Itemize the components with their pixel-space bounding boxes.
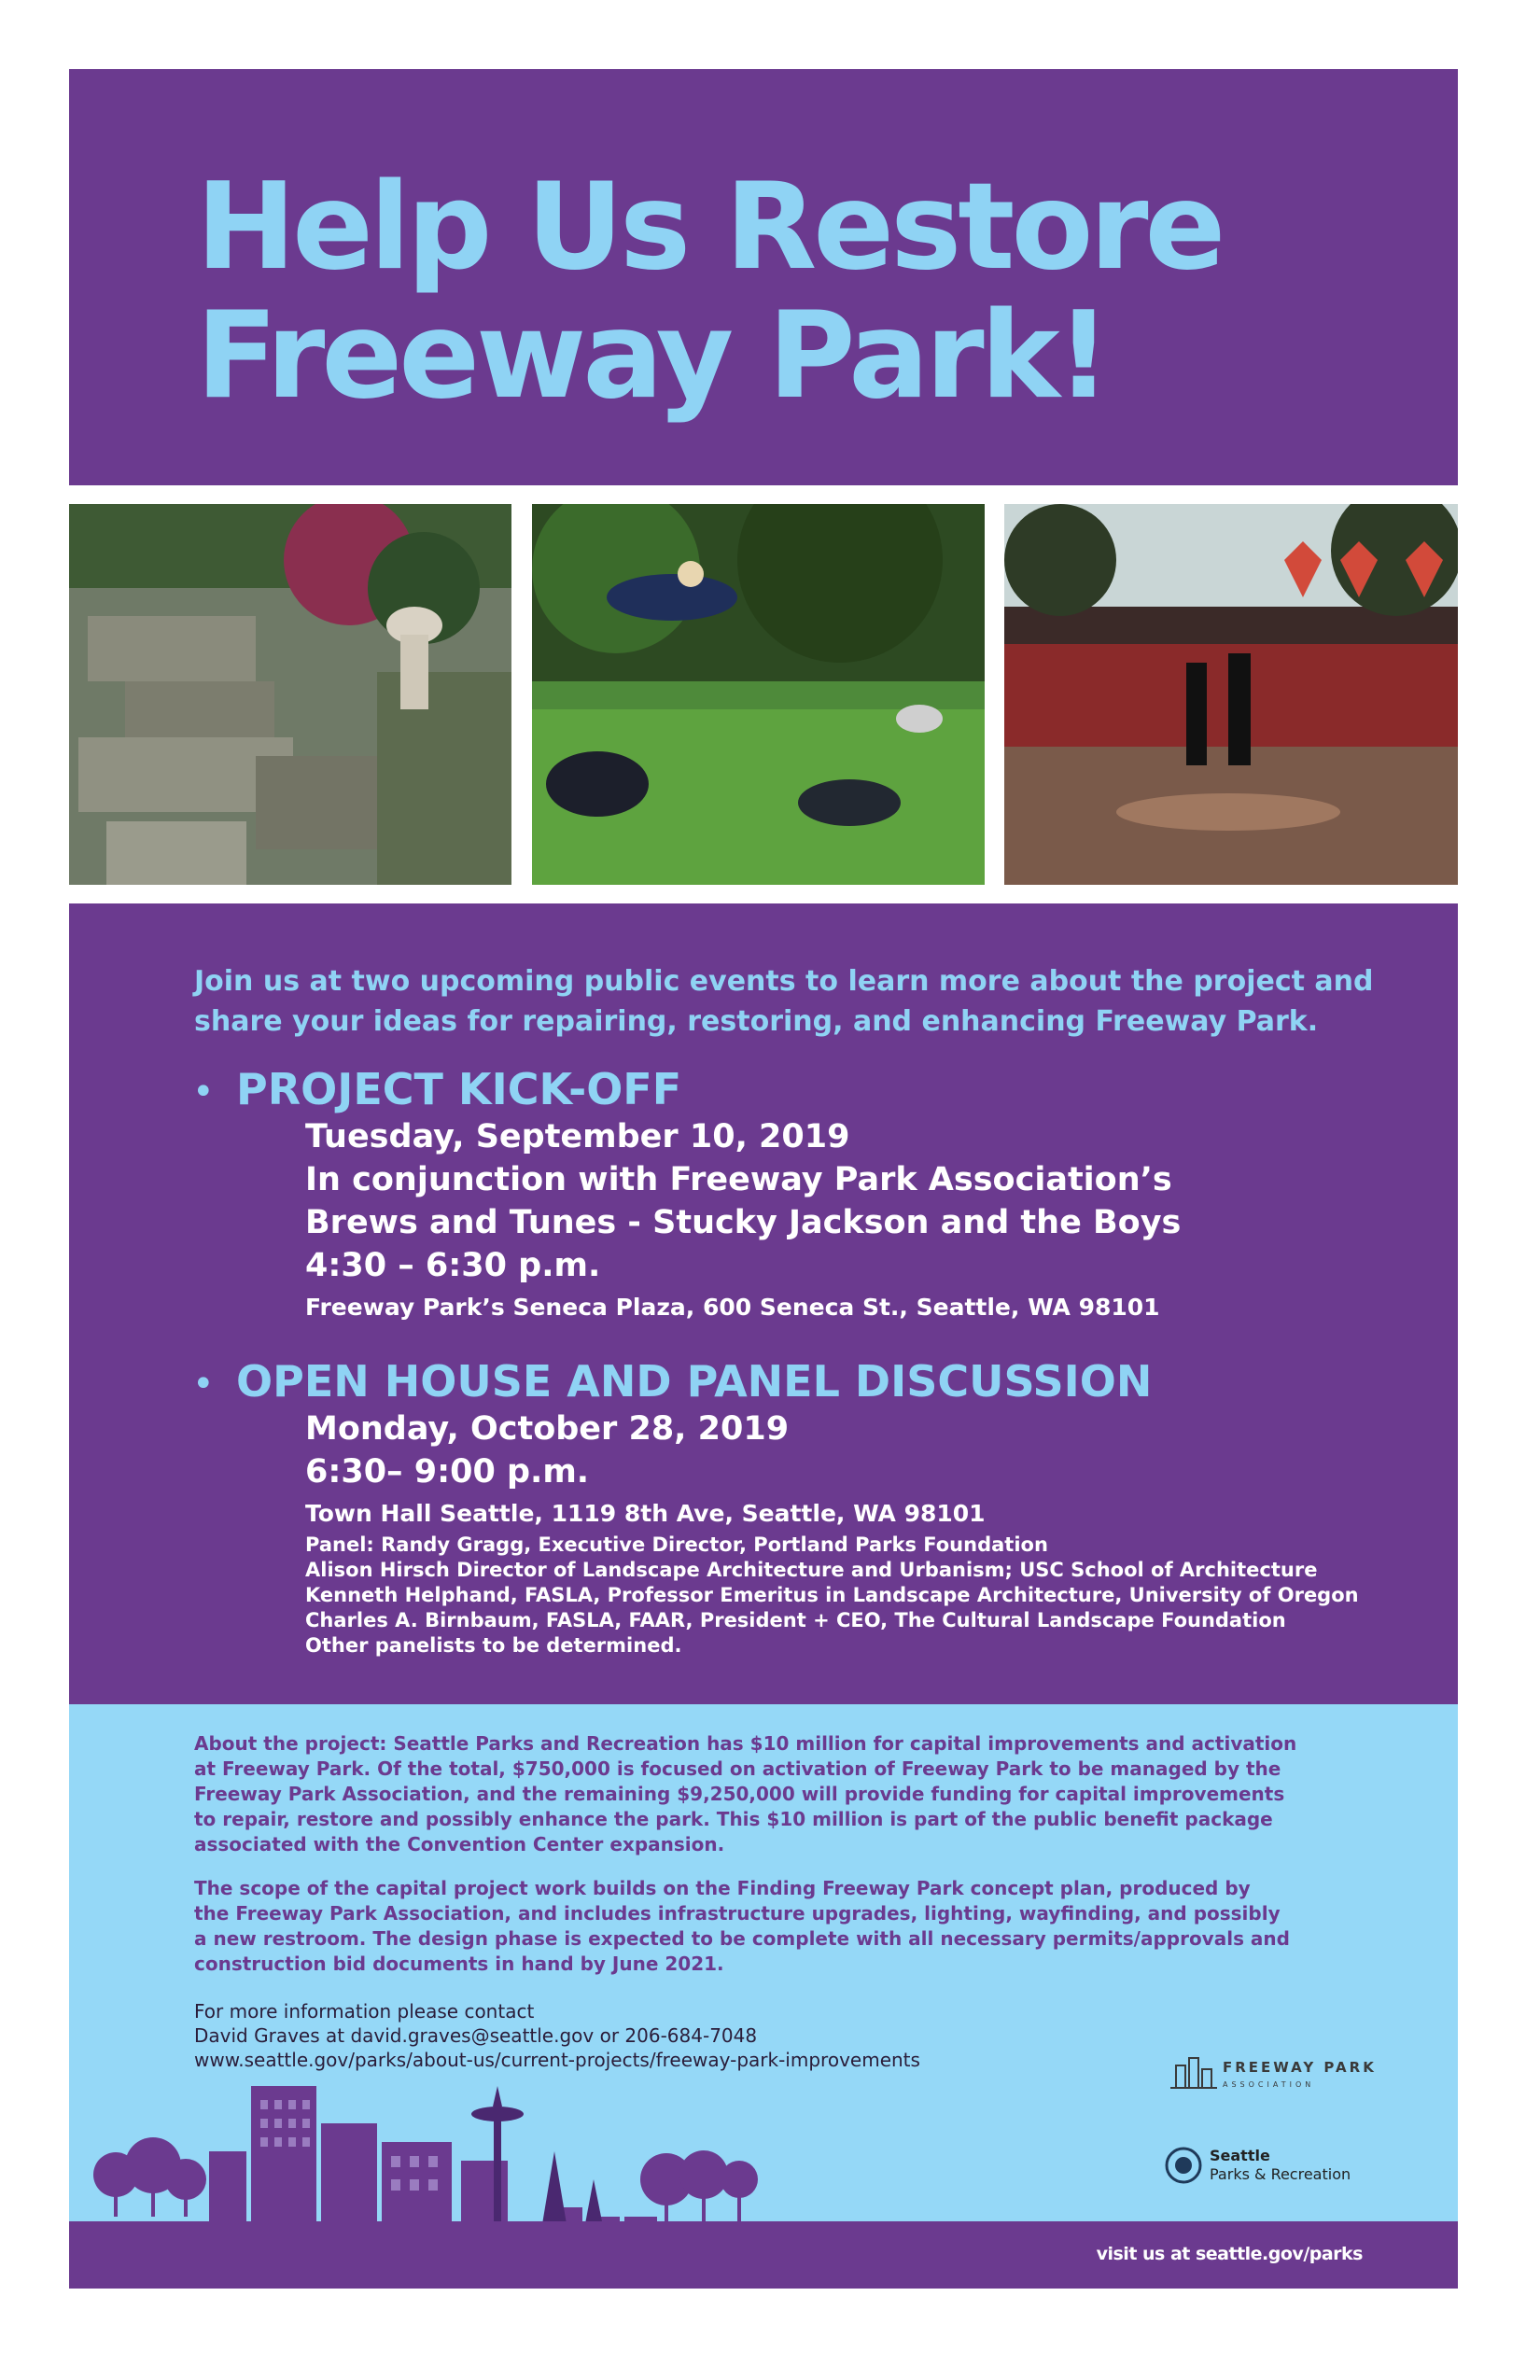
- event-heading: PROJECT KICK-OFF: [236, 1064, 682, 1114]
- seattle-parks-logo-icon: [1165, 2147, 1202, 2184]
- intro-text: Join us at two upcoming public events to learn more about the project and share your ideas for repairing, restoring, and enhancing Freeway Park.: [194, 965, 1374, 1038]
- event-date: Tuesday, September 10, 2019: [305, 1118, 850, 1155]
- project-url[interactable]: www.seattle.gov/parks/about-us/current-projects/freeway-park-improvements: [194, 2049, 920, 2071]
- panel-line: Charles A. Birnbaum, FASLA, FAAR, President + CEO, The Cultural Landscape Foundation: [305, 1609, 1286, 1631]
- event-heading: OPEN HOUSE AND PANEL DISCUSSION: [236, 1356, 1153, 1407]
- about-paragraph: About the project: Seattle Parks and Recreation has $10 million for capital improvements and activation at Freeway Park. Of the total, $750,000 is focused on activation of Freeway Park to be managed by the Freeway Park Association, and the remaining $9,250,000 will provide funding for capital improvements to repair, restore and possibly enhance the park. This $10 million is part of the public benefit package associated with the Convention Center expansion.: [194, 1732, 1297, 1855]
- event-time: 6:30– 9:00 p.m.: [305, 1453, 590, 1491]
- event-time: 4:30 – 6:30 p.m.: [305, 1247, 601, 1284]
- fpa-logo-subtitle: ASSOCIATION: [1223, 2080, 1315, 2089]
- panel-line: Alison Hirsch Director of Landscape Architecture and Urbanism; USC School of Architecture: [305, 1559, 1318, 1581]
- event-date: Monday, October 28, 2019: [305, 1410, 790, 1448]
- page-title: Help Us Restore Freeway Park!: [196, 158, 1223, 426]
- contact-line: For more information please contact: [194, 2000, 535, 2023]
- photo-fountain-steps: [69, 504, 511, 885]
- event-bullet: •: [192, 1071, 215, 1113]
- spr-logo-line-2: Parks & Recreation: [1210, 2165, 1351, 2183]
- panel-line: Kenneth Helphand, FASLA, Professor Emeritus in Landscape Architecture, University of Oregon: [305, 1584, 1359, 1606]
- event-bullet: •: [192, 1363, 215, 1406]
- event-location: Town Hall Seattle, 1119 8th Ave, Seattle, WA 98101: [305, 1500, 986, 1527]
- freeway-park-association-logo-icon: [1167, 2049, 1223, 2105]
- panel-line: Other panelists to be determined.: [305, 1634, 682, 1657]
- event-detail: In conjunction with Freeway Park Association’s: [305, 1161, 1172, 1198]
- visit-link[interactable]: visit us at seattle.gov/parks: [1096, 2244, 1363, 2264]
- event-detail: Brews and Tunes - Stucky Jackson and the Boys: [305, 1204, 1182, 1241]
- fpa-logo-name: FREEWAY PARK: [1223, 2059, 1377, 2076]
- contact-email-phone[interactable]: David Graves at david.graves@seattle.gov or 206-684-7048: [194, 2024, 758, 2047]
- photo-leapfrog-lawn: [532, 504, 985, 885]
- scope-paragraph: The scope of the capital project work builds on the Finding Freeway Park concept plan, produced by the Freeway Park Association, and includes infrastructure upgrades, lighting, wayfinding, and possibly a new restroom. The design phase is expected to be complete with all necessary permits/approvals and construction bid documents in hand by June 2021.: [194, 1877, 1290, 1975]
- spr-logo-line-1: Seattle: [1210, 2147, 1270, 2164]
- event-location: Freeway Park’s Seneca Plaza, 600 Seneca St., Seattle, WA 98101: [305, 1294, 1160, 1321]
- photo-evening-dance: [1004, 504, 1458, 885]
- panel-line: Panel: Randy Gragg, Executive Director, Portland Parks Foundation: [305, 1533, 1048, 1556]
